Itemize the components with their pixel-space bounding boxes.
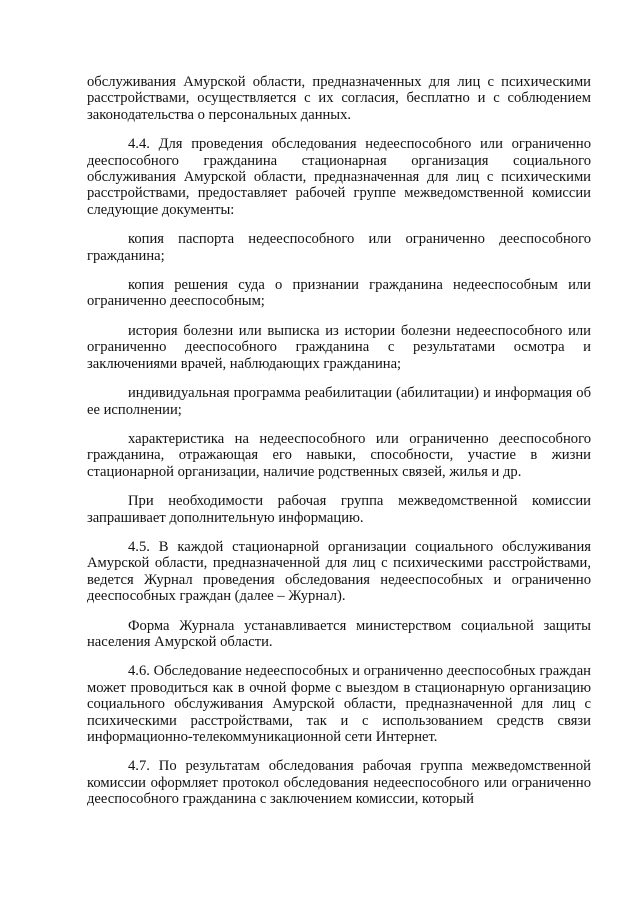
paragraph-journal-form: Форма Журнала устанавливается министерством социальной защиты населения Амурской области. (87, 617, 591, 650)
paragraph-4-7: 4.7. По результатам обследования рабочая группа межведомственной комиссии оформляет протокол обследования недееспособного или ограниченно дееспособного гражданина с заключением комиссии, который (87, 758, 591, 808)
list-item-characteristic: характеристика на недееспособного или ограниченно дееспособного гражданина, отражающая его навыки, способности, участие в жизни стационарной организации, наличие родственных связей, жилья и др. (87, 430, 591, 480)
document-page (87, 74, 591, 821)
list-item-medical-history: история болезни или выписка из истории болезни недееспособного или ограниченно дееспособного гражданина с результатами осмотра и заключениями врачей, наблюдающих гражданина; (87, 322, 591, 372)
paragraph-continuation: обслуживания Амурской области, предназначенных для лиц с психическими расстройствами, осуществляется с их согласия, бесплатно и с соблюдением законодательства о персональных данных. (87, 74, 591, 123)
list-item-court-decision: копия решения суда о признании гражданина недееспособным или ограниченно дееспособным; (87, 277, 591, 310)
list-item-rehabilitation-program: индивидуальная программа реабилитации (абилитации) и информация об ее исполнении; (87, 385, 591, 418)
paragraph-4-4: 4.4. Для проведения обследования недееспособного или ограниченно дееспособного гражданина стационарная организация социального обслуживания Амурской области, предназначенная для лиц с психическими расстройствами, предоставляет рабочей группе межведомственной комиссии следующие документы: (87, 136, 591, 218)
paragraph-4-5: 4.5. В каждой стационарной организации социального обслуживания Амурской области, предназначенной для лиц с психическими расстройствами, ведется Журнал проведения обследования недееспособных и ограниченно дееспособных граждан (далее – Журнал). (87, 538, 591, 605)
paragraph-4-6: 4.6. Обследование недееспособных и ограниченно дееспособных граждан может проводиться как в очной форме с выездом в стационарную организацию социального обслуживания Амурской области, предназначенной для лиц с психическими расстройствами, так и с использованием средств связи информационно-телекоммуникационной сети Интернет. (87, 663, 591, 745)
paragraph-additional-info: При необходимости рабочая группа межведомственной комиссии запрашивает дополнительную информацию. (87, 493, 591, 526)
list-item-passport: копия паспорта недееспособного или ограниченно дееспособного гражданина; (87, 231, 591, 264)
